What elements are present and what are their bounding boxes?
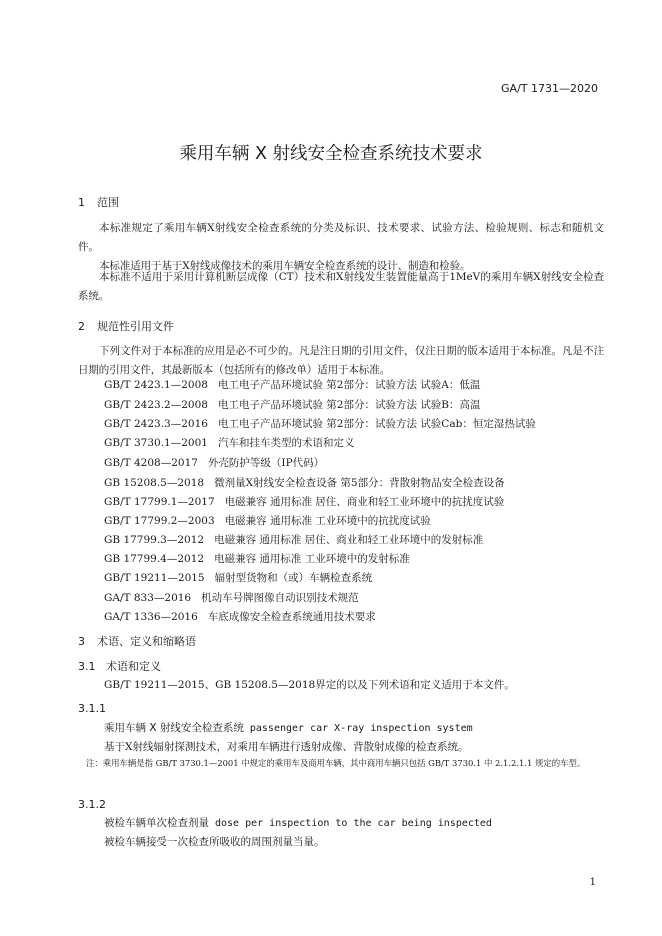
section-1-heading (78, 194, 119, 210)
reference-title: 电磁兼容 通用标准 居住、商业和轻工业环境中的抗扰度试验 (224, 496, 505, 508)
subsection-number: 3.1 (78, 660, 96, 673)
reference-item (104, 550, 410, 569)
section-number: 1 (78, 196, 85, 209)
term-3-1-1-heading (104, 720, 473, 735)
section-title: 规范性引用文件 (97, 320, 174, 333)
page-number: 1 (589, 877, 596, 888)
section-title: 范围 (97, 196, 119, 209)
normative-references-intro: 下列文件对于本标准的应用是必不可少的。凡是注日期的引用文件，仅注日期的版本适用于本标准。凡是不注日期的引用文件，其最新版本（包括所有的修改单）适用于本标准。 (78, 345, 604, 376)
reference-code: GB 17799.3—2012 (104, 534, 205, 546)
section-number: 2 (78, 320, 85, 333)
reference-code: GB/T 2423.3—2016 (104, 418, 208, 430)
reference-code: GB/T 19211—2015 (104, 572, 205, 584)
reference-title: 汽车和挂车类型的术语和定义 (217, 437, 355, 449)
term-3-1-1-note: 注：乘用车辆是指 GB/T 3730.1—2001 中规定的乘用车及商用车辆，其中商用车辆只包括 GB/T 3730.1 中 2.1.2.1.1 规定的车型。 (86, 758, 586, 768)
scope-paragraph-1: 本标准规定了乘用车辆X射线安全检查系统的分类及标识、技术要求、试验方法、检验规则、标志和随机文件。 (78, 222, 604, 253)
reference-item (104, 396, 481, 415)
reference-title: 电工电子产品环境试验 第2部分：试验方法 试验B：高温 (217, 399, 481, 411)
term-3-1-2-heading (104, 815, 492, 830)
term-3-1-2-number: 3.1.2 (78, 798, 106, 811)
reference-item (104, 589, 359, 608)
reference-title: 微剂量X射线安全检查设备 第5部分：背散射物品安全检查设备 (214, 477, 505, 489)
reference-item (104, 608, 376, 627)
term-chinese: 被检车辆单次检查剂量 (104, 817, 209, 829)
reference-title: 辐射型货物和（或）车辆检查系统 (214, 572, 373, 584)
reference-title: 电磁兼容 通用标准 工业环境中的发射标准 (214, 553, 410, 565)
reference-title: 电磁兼容 通用标准 工业环境中的抗扰度试验 (224, 515, 431, 527)
reference-title: 电工电子产品环境试验 第2部分：试验方法 试验Cab：恒定湿热试验 (217, 418, 536, 430)
reference-title: 车底成像安全检查系统通用技术要求 (207, 611, 376, 623)
subsection-3-1-heading (78, 658, 161, 674)
term-3-1-2-definition: 被检车辆接受一次检查所吸收的周围剂量当量。 (104, 836, 325, 848)
reference-item (104, 376, 480, 395)
terms-intro: GB/T 19211—2015、GB 15208.5—2018界定的以及下列术语和定义适用于本文件。 (104, 679, 515, 691)
reference-code: GB/T 17799.1—2017 (104, 496, 215, 508)
reference-code: GA/T 833—2016 (104, 592, 192, 604)
scope-paragraph-2: 本标准适用于基于X射线成像技术的乘用车辆安全检查系统的设计、制造和检验。 (99, 260, 471, 272)
term-chinese: 乘用车辆 X 射线安全检查系统 (104, 722, 244, 734)
reference-item (104, 531, 483, 550)
standard-code: GA/T 1731—2020 (501, 82, 598, 95)
reference-code: GB/T 2423.1—2008 (104, 379, 208, 391)
reference-item (104, 512, 431, 531)
term-3-1-1-definition: 基于X射线辐射探测技术，对乘用车辆进行透射成像、背散射成像的检查系统。 (104, 741, 469, 753)
term-3-1-1-number: 3.1.1 (78, 702, 106, 715)
term-english: dose per inspection to the car being inspected (215, 818, 492, 829)
term-english: passenger car X-ray inspection system (249, 723, 473, 734)
reference-item (104, 415, 536, 434)
document-title: 乘用车辆 X 射线安全检查系统技术要求 (179, 144, 483, 164)
section-2-heading (78, 318, 174, 334)
section-title: 术语、定义和缩略语 (97, 635, 196, 648)
section-3-heading (78, 633, 196, 649)
scope-paragraph-3: 本标准不适用于采用计算机断层成像（CT）技术和X射线发生装置能量高于1MeV的乘用车辆X射线安全检查系统。 (78, 271, 604, 302)
reference-title: 机动车号牌图像自动识别技术规范 (201, 592, 359, 604)
reference-item (104, 493, 504, 512)
reference-title: 电磁兼容 通用标准 居住、商业和轻工业环境中的发射标准 (214, 534, 484, 546)
reference-code: GB/T 17799.2—2003 (104, 515, 215, 527)
reference-item (104, 454, 324, 473)
reference-code: GA/T 1336—2016 (104, 611, 198, 623)
reference-title: 外壳防护等级（IP代码） (207, 457, 325, 469)
reference-code: GB/T 4208—2017 (104, 457, 198, 469)
reference-title: 电工电子产品环境试验 第2部分：试验方法 试验A：低温 (217, 379, 481, 391)
reference-item (104, 569, 372, 588)
reference-code: GB 17799.4—2012 (104, 553, 205, 565)
reference-code: GB/T 2423.2—2008 (104, 399, 208, 411)
reference-code: GB/T 3730.1—2001 (104, 437, 208, 449)
section-number: 3 (78, 635, 85, 648)
subsection-title: 术语和定义 (106, 660, 161, 673)
reference-item (104, 474, 505, 493)
reference-code: GB 15208.5—2018 (104, 477, 205, 489)
reference-item (104, 434, 354, 453)
